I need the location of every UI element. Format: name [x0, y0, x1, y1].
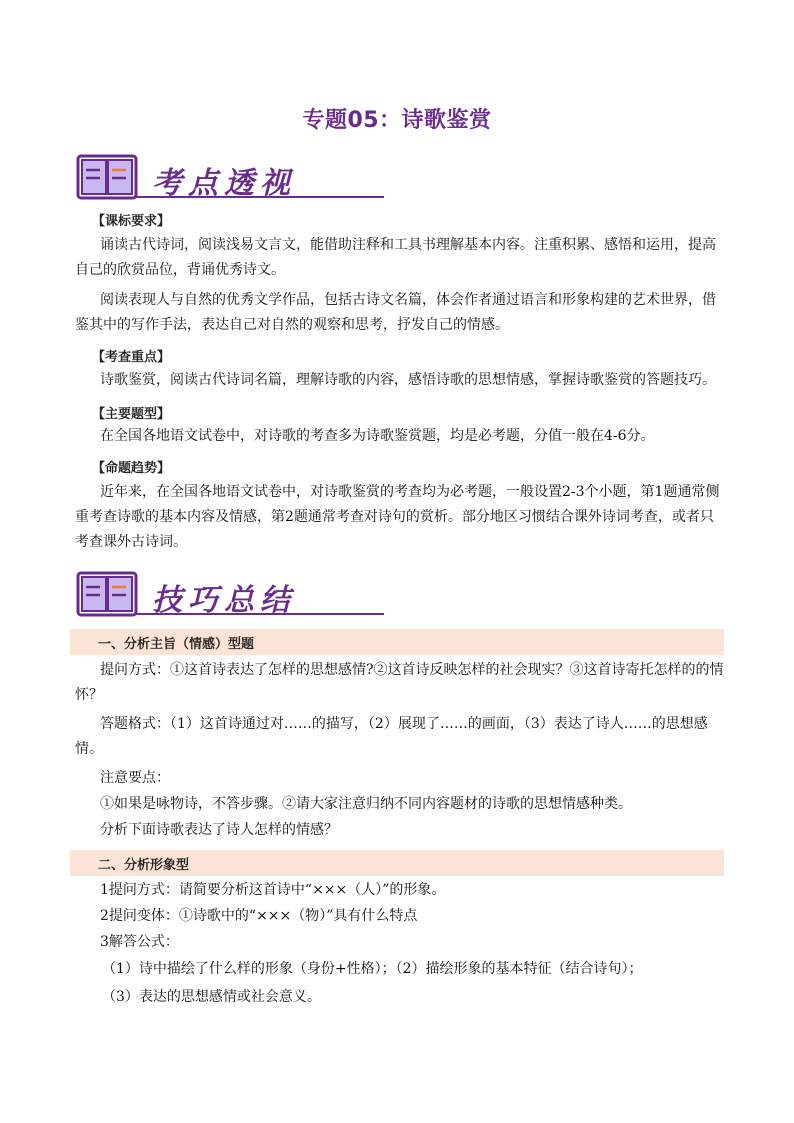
- paragraph: 近年来，在全国各地语文试卷中，对诗歌鉴赏的考查均为必考题，一般设置2-3个小题，第1题通常侧重考查诗歌的基本内容及情感，第2题通常考查对诗句的赏析。部分地区习惯结合课外诗词考查，或者只考查课外古诗词。: [75, 484, 720, 550]
- banner-title: 考点透视: [152, 166, 296, 201]
- banner-title: 技巧总结: [152, 583, 296, 618]
- text-line: 3解答公式：: [100, 934, 179, 950]
- section-band: [70, 850, 724, 876]
- paragraph: 诵读古代诗词，阅读浅易文言文，能借助注释和工具书理解基本内容。注重积累、感悟和运用，提高自己的欣赏品位，背诵优秀诗文。: [75, 237, 716, 278]
- band-label: 二、分析形象型: [98, 858, 190, 873]
- section-banner-jiqiao: [76, 569, 312, 623]
- text-line: 1提问方式：请简要分析这首诗中“×××（人）”的形象。: [100, 882, 446, 898]
- paragraph: 分析下面诗歌表达了诗人怎样的情感？: [100, 822, 338, 838]
- text-line: 2提问变体：①诗歌中的“×××（物）”具有什么特点: [100, 908, 418, 924]
- text-line: （3）表达的思想感情或社会意义。: [102, 989, 321, 1005]
- paragraph: ①如果是咏物诗，不答步骤。②请大家注意归纳不同内容题材的诗歌的思想情感种类。: [100, 796, 632, 812]
- paragraph: 提问方式：①这首诗表达了怎样的思想感情?②这首诗反映怎样的社会现实？③这首诗寄托怎样的的情怀？: [75, 662, 724, 703]
- paragraph: 答题格式：（1）这首诗通过对……的描写，（2）展现了……的画面，（3）表达了诗人……的思想感情。: [75, 716, 708, 757]
- heading-curriculum: 【课标要求】: [92, 214, 171, 229]
- paragraph: 注意要点：: [100, 770, 170, 786]
- page-title: 专题05：诗歌鉴赏: [302, 108, 492, 133]
- paragraph: 在全国各地语文试卷中，对诗歌的考查多为诗歌鉴赏题，均是必考题，分值一般在4-6分。: [100, 428, 655, 444]
- band-label: 一、分析主旨（情感）型题: [98, 637, 255, 652]
- heading-question-types: 【主要题型】: [92, 407, 171, 422]
- section-band: [70, 629, 724, 655]
- text-line: （1）诗中描绘了什么样的形象（身份+性格）；（2）描绘形象的基本特征（结合诗句）；: [102, 961, 643, 977]
- paragraph: 阅读表现人与自然的优秀文学作品，包括古诗文名篇，体会作者通过语言和形象构建的艺术世界，借鉴其中的写作手法，表达自己对自然的观察和思考，抒发自己的情感。: [75, 292, 716, 333]
- heading-trends: 【命题趋势】: [92, 461, 171, 476]
- section-banner-kaodian: [76, 152, 312, 206]
- paragraph: 诗歌鉴赏，阅读古代诗词名篇，理解诗歌的内容，感悟诗歌的思想情感，掌握诗歌鉴赏的答题技巧。: [100, 372, 716, 388]
- book-icon: [76, 569, 140, 619]
- book-icon: [76, 152, 140, 202]
- heading-focus: 【考查重点】: [92, 350, 171, 365]
